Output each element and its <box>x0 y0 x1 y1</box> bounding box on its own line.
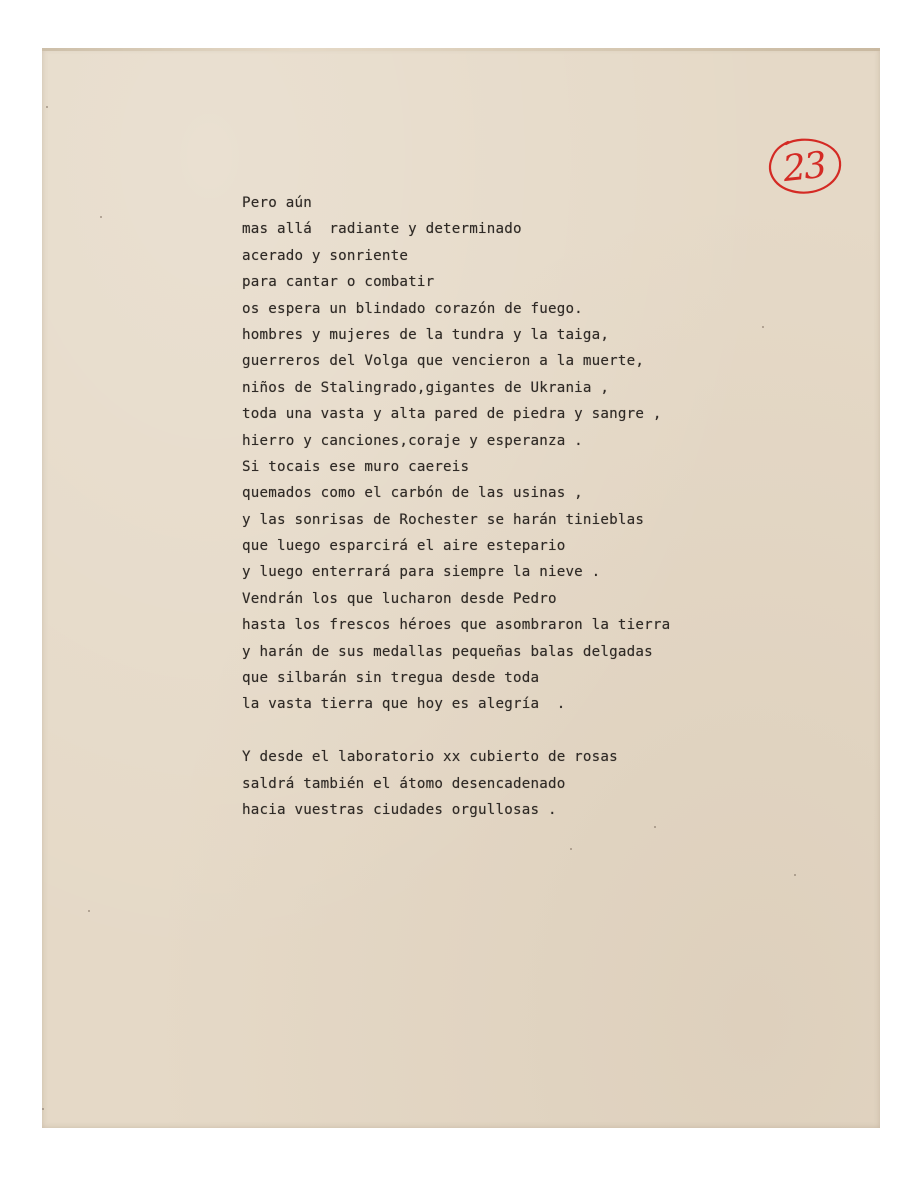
poem-line: hombres y mujeres de la tundra y la taiga, <box>242 326 610 343</box>
page-top-edge <box>42 48 880 51</box>
poem-line: que luego esparcirá el aire estepario <box>242 538 566 555</box>
stanza-break <box>242 718 670 744</box>
poem-line: quemados como el carbón de las usinas , <box>242 485 583 502</box>
poem-line: Pero aún <box>242 195 312 211</box>
paper-speck <box>570 848 572 850</box>
stanza-1 <box>242 190 670 718</box>
paper-speck <box>654 826 656 828</box>
stanza-2 <box>242 744 670 823</box>
paper-speck <box>88 910 90 912</box>
poem-line: que silbarán sin tregua desde toda <box>242 670 540 687</box>
poem-line: y luego enterrará para siempre la nieve . <box>242 564 601 581</box>
poem-line: Si tocais ese muro caereis <box>242 458 470 475</box>
poem-line: niños de Stalingrado,gigantes de Ukrania , <box>242 379 610 396</box>
poem-line: Y desde el laboratorio xx cubierto de rosas <box>242 749 618 766</box>
paper-speck <box>100 216 102 218</box>
poem-line: toda una vasta y alta pared de piedra y sangre , <box>242 406 662 423</box>
poem-line: mas allá radiante y determinado <box>242 221 522 238</box>
paper-speck <box>42 1108 44 1110</box>
poem-text <box>242 190 670 823</box>
poem-line: hacia vuestras ciudades orgullosas . <box>242 801 557 818</box>
poem-line: hasta los frescos héroes que asombraron la tierra <box>242 617 671 634</box>
typed-page <box>42 48 880 1128</box>
paper-speck <box>794 874 796 876</box>
poem-line: hierro y canciones,coraje y esperanza . <box>242 432 583 449</box>
poem-line: y las sonrisas de Rochester se harán tinieblas <box>242 511 645 528</box>
poem-line: la vasta tierra que hoy es alegría . <box>242 696 566 713</box>
paper-speck <box>46 106 48 108</box>
poem-line: os espera un blindado corazón de fuego. <box>242 300 583 317</box>
poem-line: Vendrán los que lucharon desde Pedro <box>242 590 557 607</box>
paper-speck <box>762 326 764 328</box>
poem-line: guerreros del Volga que vencieron a la muerte, <box>242 353 645 370</box>
page-number-text: 23 <box>781 144 827 190</box>
poem-line: acerado y sonriente <box>242 247 409 264</box>
poem-line: y harán de sus medallas pequeñas balas delgadas <box>242 643 653 660</box>
handwritten-page-number <box>764 136 844 198</box>
poem-line: para cantar o combatir <box>242 274 435 291</box>
poem-line: saldrá también el átomo desencadenado <box>242 775 566 792</box>
